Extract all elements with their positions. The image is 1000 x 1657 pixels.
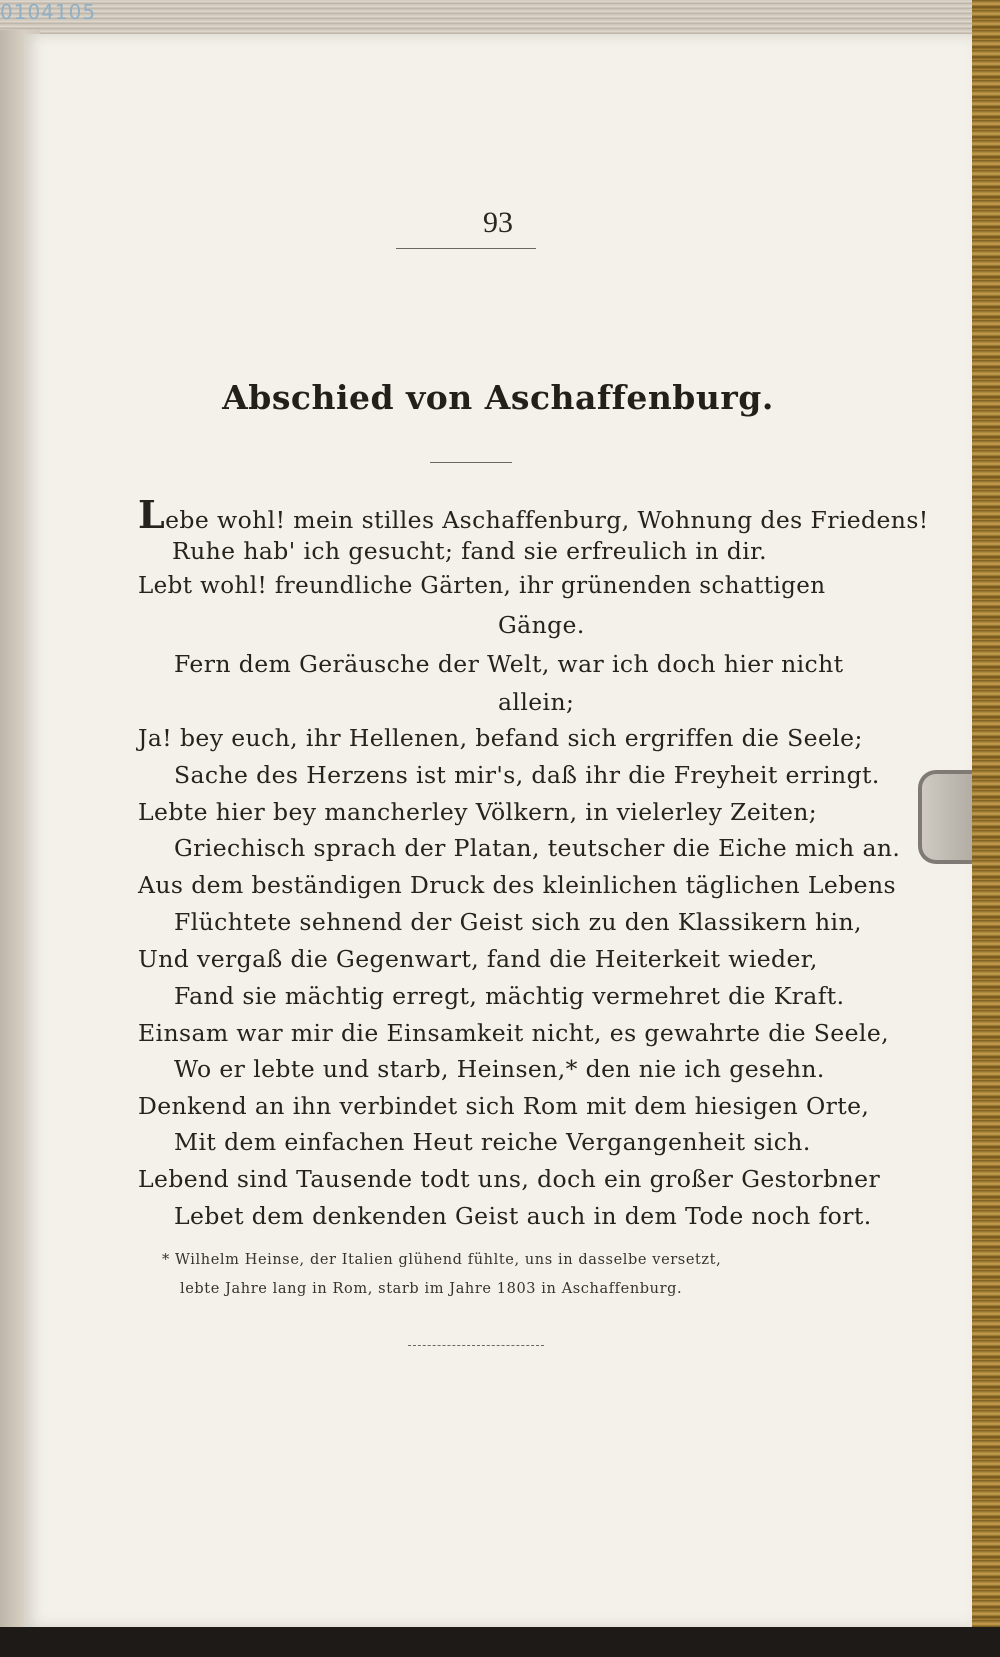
poem-line: Denkend an ihn verbindet sich Rom mit dem hiesigen Orte,	[138, 1092, 870, 1120]
poem-line: Fern dem Geräusche der Welt, war ich doch hier nicht	[174, 650, 844, 678]
poem-line: Lebte hier bey mancherley Völkern, in vielerley Zeiten;	[138, 798, 818, 826]
drop-cap: L	[138, 492, 166, 537]
title-rule	[430, 462, 512, 463]
poem-line: Lebe wohl! mein stilles Aschaffenburg, Wohnung des Friedens!	[138, 492, 929, 537]
poem-line: Einsam war mir die Einsamkeit nicht, es gewahrte die Seele,	[138, 1019, 890, 1047]
folio-rule	[396, 248, 536, 249]
gilt-edge	[972, 0, 1000, 1657]
poem-line: Griechisch sprach der Platan, teutscher die Eiche mich an.	[174, 834, 901, 862]
page-stack-top	[0, 0, 980, 34]
corner-stamp: 0104105	[0, 0, 97, 24]
poem-line: Ja! bey euch, ihr Hellenen, befand sich ergriffen die Seele;	[138, 724, 863, 752]
poem-line: Flüchtete sehnend der Geist sich zu den Klassikern hin,	[174, 908, 862, 936]
poem-line: Und vergaß die Gegenwart, fand die Heiterkeit wieder,	[138, 945, 818, 973]
poem-line: Gänge.	[498, 611, 585, 639]
footnote-line: lebte Jahre lang in Rom, starb im Jahre 1803 in Aschaffenburg.	[180, 1281, 683, 1297]
page-number: 93	[483, 206, 513, 239]
poem-line: Fand sie mächtig erregt, mächtig vermehret die Kraft.	[174, 982, 845, 1010]
footnote-line: * Wilhelm Heinse, der Italien glühend fühlte, uns in dasselbe versetzt,	[162, 1252, 722, 1268]
poem-line: Lebend sind Tausende todt uns, doch ein großer Gestorbner	[138, 1165, 881, 1193]
poem-line: Ruhe hab' ich gesucht; fand sie erfreulich in dir.	[172, 537, 768, 565]
poem-line: Aus dem beständigen Druck des kleinlichen täglichen Lebens	[138, 871, 896, 899]
poem-line: Lebt wohl! freundliche Gärten, ihr grünenden schattigen	[138, 573, 826, 599]
end-rule	[408, 1345, 544, 1346]
poem-line: allein;	[498, 688, 575, 716]
poem-line: Mit dem einfachen Heut reiche Vergangenheit sich.	[174, 1128, 811, 1156]
poem-line: Lebet dem denkenden Geist auch in dem Tode noch fort.	[174, 1202, 872, 1230]
poem-line: Sache des Herzens ist mir's, daß ihr die Freyheit erringt.	[174, 761, 880, 789]
background-band	[0, 1627, 1000, 1657]
poem-title: Abschied von Aschaffenburg.	[222, 378, 774, 417]
poem-line: Wo er lebte und starb, Heinsen,* den nie ich gesehn.	[174, 1055, 825, 1083]
book-page	[24, 34, 972, 1628]
